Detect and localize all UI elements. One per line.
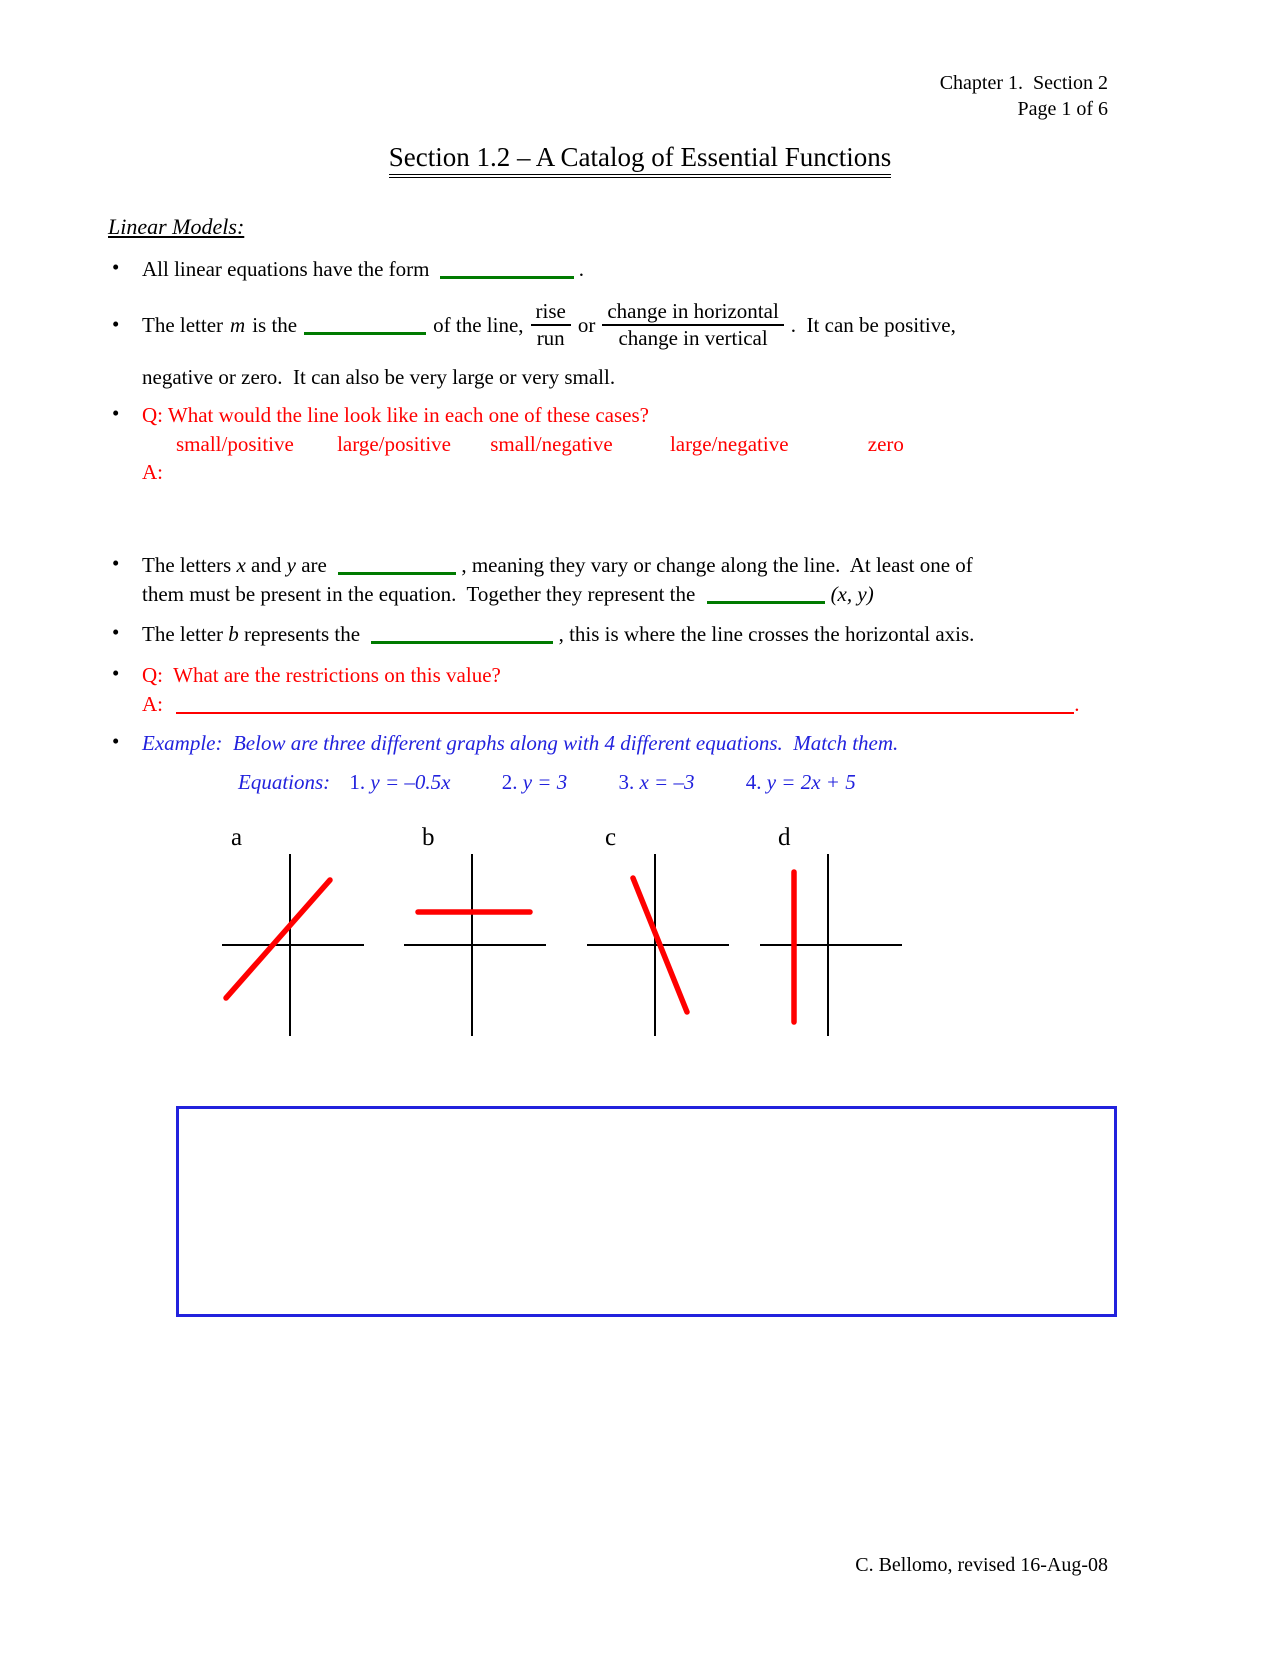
example-prompt: Example: Below are three different graphs along with 4 different equations. Match them.	[142, 731, 899, 755]
bullet-slope-line2: negative or zero. It can also be very large or very small.	[142, 365, 616, 389]
equation-3: x = –3	[639, 770, 695, 794]
fill-in-blank[interactable]	[338, 555, 456, 575]
graph-a	[218, 850, 368, 1040]
section-heading: Linear Models:	[108, 214, 245, 239]
equation-4-number: 4.	[745, 770, 762, 794]
question-line-cases: Q: What would the line look like in each one of these cases?	[142, 403, 649, 427]
bullet-2-or: or	[577, 313, 596, 337]
option-zero: zero	[867, 432, 904, 456]
bullet-4-after-blank: , meaning they vary or change along the line. At least one of	[456, 553, 973, 577]
graph-c-label: c	[605, 824, 617, 851]
answer-label: A:	[142, 692, 163, 716]
answer-period: .	[1074, 692, 1080, 716]
fill-in-blank[interactable]	[707, 584, 825, 604]
fraction-denominator: run	[536, 326, 565, 350]
answer-line	[142, 690, 1117, 718]
fraction-change	[602, 300, 783, 349]
option-small-positive: small/positive	[176, 432, 294, 456]
variable-x: x	[236, 553, 246, 577]
equation-1: y = –0.5x	[370, 770, 451, 794]
bullet-icon: •	[112, 620, 120, 644]
bullet-icon: •	[112, 312, 120, 336]
fraction-numerator: change in horizontal	[602, 300, 783, 326]
variable-b: b	[228, 622, 239, 646]
bullet-intercept	[142, 620, 1117, 648]
bullet-icon: •	[112, 661, 120, 685]
bullet-2-mid: is the	[252, 313, 298, 337]
option-small-negative: small/negative	[490, 432, 613, 456]
equation-2: y = 3	[522, 770, 568, 794]
graph-svg-c	[583, 850, 733, 1040]
fraction-denominator: change in vertical	[618, 326, 768, 350]
graph-b-label: b	[422, 824, 435, 851]
bullet-4-and: and	[251, 553, 282, 577]
page-title: Section 1.2 – A Catalog of Essential Functions	[389, 142, 891, 178]
fill-in-blank[interactable]	[304, 315, 426, 335]
header-page-number: Page 1 of 6	[1017, 98, 1108, 120]
variable-y: y	[286, 553, 296, 577]
fill-in-blank[interactable]	[371, 624, 553, 644]
graph-svg-a	[218, 850, 368, 1040]
bullet-2-pre: The letter	[142, 313, 224, 337]
page-title-wrap	[140, 142, 1140, 173]
question-restrictions: Q: What are the restrictions on this value?	[142, 663, 501, 687]
bullet-4-line2: them must be present in the equation. Together they represent the	[142, 582, 696, 606]
graph-d-label: d	[778, 824, 791, 851]
header-chapter: Chapter 1. Section 2	[939, 72, 1108, 94]
graph-c	[583, 850, 733, 1040]
question-options	[142, 430, 1117, 458]
bullet-linear-form	[142, 255, 1117, 283]
answer-box[interactable]	[176, 1106, 1117, 1317]
page-footer: C. Bellomo, revised 16-Aug-08	[855, 1554, 1108, 1576]
bullet-5-tail: , this is where the line crosses the horizontal axis.	[553, 622, 975, 646]
bullet-icon: •	[112, 551, 120, 575]
fill-in-blank[interactable]	[440, 259, 574, 279]
bullet-4-are: are	[301, 553, 327, 577]
bullet-variables-line2	[142, 580, 1117, 608]
bullet-slope	[142, 293, 1117, 357]
bullet-icon: •	[112, 401, 120, 425]
graph-b	[400, 850, 550, 1040]
bullet-1-text: All linear equations have the form	[142, 257, 430, 281]
fraction-rise-run	[531, 300, 571, 349]
bullet-5-mid: represents the	[244, 622, 361, 646]
bullet-2-after-blank: of the line,	[433, 313, 524, 337]
option-large-positive: large/positive	[337, 432, 451, 456]
option-large-negative: large/negative	[669, 432, 789, 456]
equation-4: y = 2x + 5	[766, 770, 856, 794]
xy-pair: (x, y)	[830, 582, 874, 606]
graph-svg-d	[756, 850, 906, 1040]
bullet-4-pre: The letters	[142, 553, 232, 577]
fraction-numerator: rise	[531, 300, 571, 326]
bullet-2-tail: . It can be positive,	[790, 313, 956, 337]
bullet-variables-line1	[142, 551, 1117, 579]
equation-1-number: 1.	[349, 770, 366, 794]
answer-blank-line[interactable]	[176, 695, 1074, 714]
bullet-icon: •	[112, 729, 120, 753]
bullet-1-period: .	[573, 257, 584, 281]
equations-label: Equations:	[238, 770, 331, 794]
graph-svg-b	[400, 850, 550, 1040]
page-header	[700, 70, 1108, 122]
equation-2-number: 2.	[501, 770, 518, 794]
bullet-5-pre: The letter	[142, 622, 224, 646]
graph-a-label: a	[231, 824, 243, 851]
equations-line	[238, 768, 856, 796]
graph-d	[756, 850, 906, 1040]
equation-3-number: 3.	[618, 770, 635, 794]
bullet-icon: •	[112, 255, 120, 279]
answer-label: A:	[142, 460, 163, 484]
variable-m: m	[230, 313, 246, 337]
